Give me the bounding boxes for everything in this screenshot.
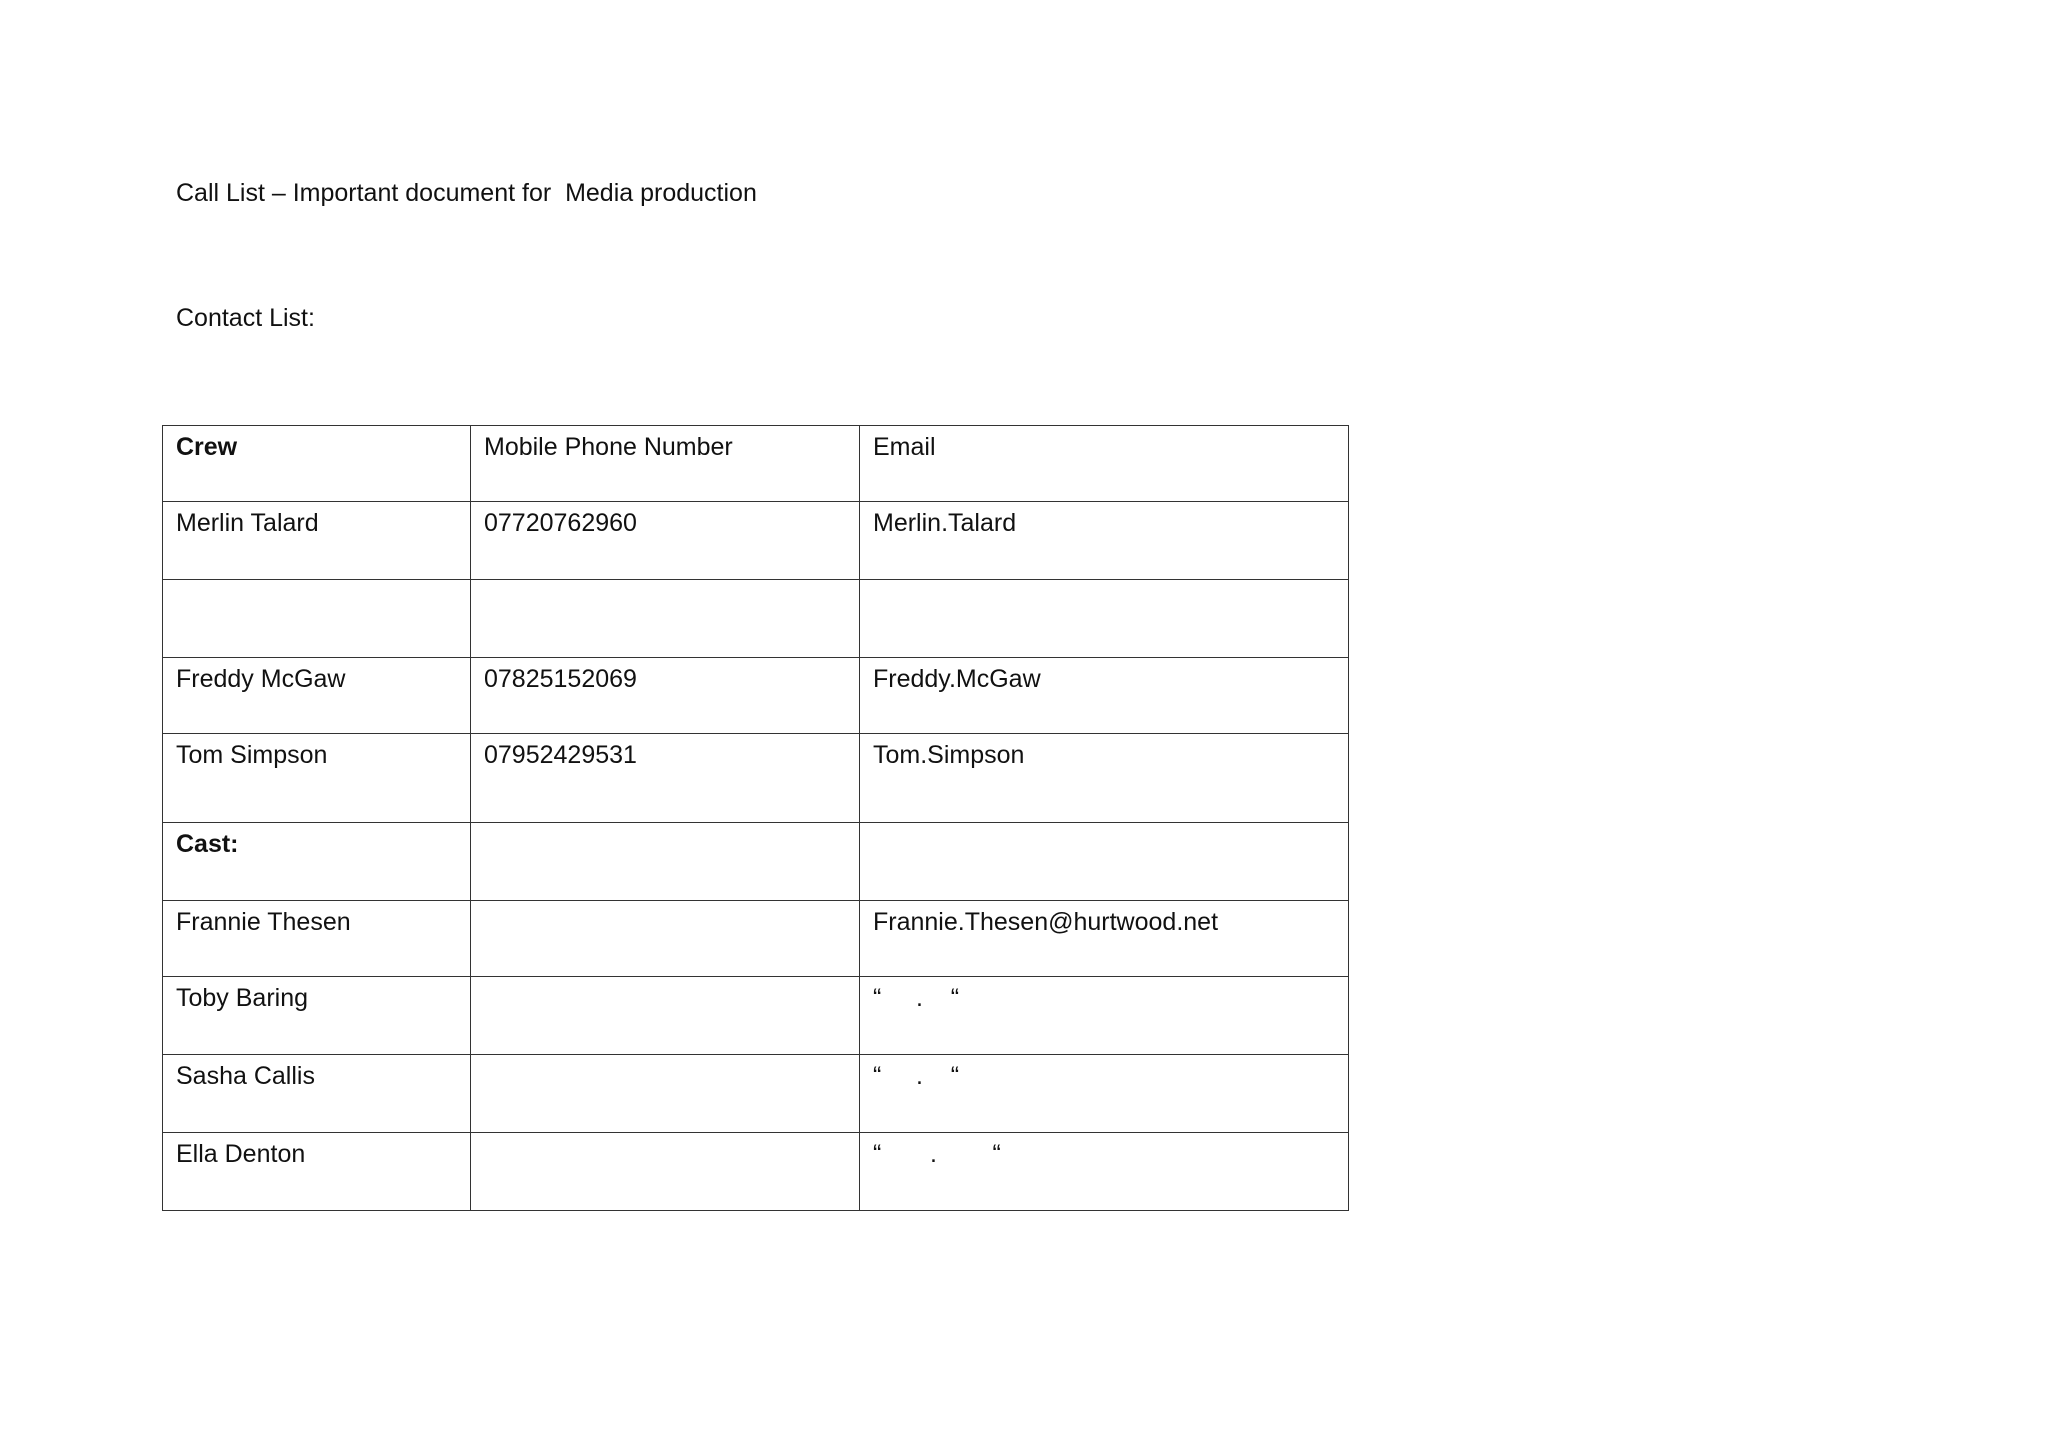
- cell-email: “ . “: [860, 977, 1349, 1055]
- cell-email: Merlin.Talard: [860, 502, 1349, 580]
- cell-email: [860, 580, 1349, 658]
- cell-name: Toby Baring: [163, 977, 471, 1055]
- cell-phone: [471, 1055, 860, 1133]
- cell-name: Merlin Talard: [163, 502, 471, 580]
- cell-email: Freddy.McGaw: [860, 658, 1349, 734]
- table-row: [163, 734, 1349, 823]
- table-row: [163, 658, 1349, 734]
- table-header-row: [163, 426, 1349, 502]
- cell-phone: [471, 1133, 860, 1211]
- cell-name: Sasha Callis: [163, 1055, 471, 1133]
- cell-email: “ . “: [860, 1055, 1349, 1133]
- document-title: Call List – Important document for Media production: [176, 179, 757, 207]
- cell-phone: [471, 823, 860, 901]
- cell-name: Tom Simpson: [163, 734, 471, 823]
- cell-email: Frannie.Thesen@hurtwood.net: [860, 901, 1349, 977]
- header-phone: Mobile Phone Number: [471, 426, 860, 502]
- table-row: [163, 1133, 1349, 1211]
- cell-name: Frannie Thesen: [163, 901, 471, 977]
- cell-email: “ . “: [860, 1133, 1349, 1211]
- cell-email: Tom.Simpson: [860, 734, 1349, 823]
- cell-phone: [471, 977, 860, 1055]
- cell-phone: [471, 580, 860, 658]
- table-row: [163, 977, 1349, 1055]
- cell-phone: 07952429531: [471, 734, 860, 823]
- table-row: [163, 580, 1349, 658]
- header-crew: Crew: [163, 426, 471, 502]
- contact-list-heading: Contact List:: [176, 304, 315, 332]
- cell-email: [860, 823, 1349, 901]
- cell-name: Freddy McGaw: [163, 658, 471, 734]
- cell-name: [163, 580, 471, 658]
- table-row: [163, 1055, 1349, 1133]
- contact-table: [162, 425, 1349, 1211]
- header-email: Email: [860, 426, 1349, 502]
- cell-phone: [471, 901, 860, 977]
- table-row: [163, 901, 1349, 977]
- cell-phone: 07825152069: [471, 658, 860, 734]
- table-row: [163, 502, 1349, 580]
- cast-heading: Cast:: [163, 823, 471, 901]
- cell-name: Ella Denton: [163, 1133, 471, 1211]
- table-row-cast-heading: [163, 823, 1349, 901]
- cell-phone: 07720762960: [471, 502, 860, 580]
